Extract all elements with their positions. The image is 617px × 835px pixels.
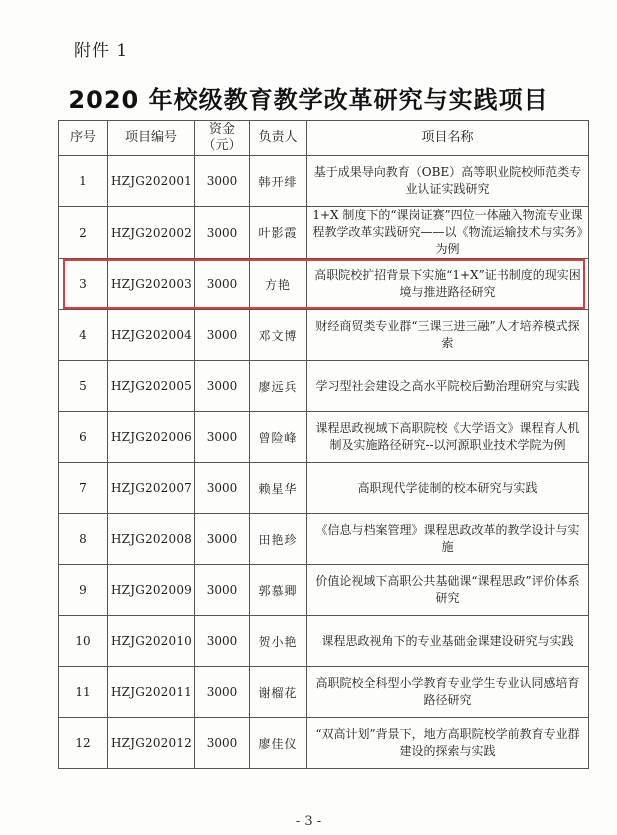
cell-code: HZJG202002 [108, 207, 195, 259]
cell-fund: 3000 [195, 463, 250, 514]
cell-no: 5 [59, 361, 108, 412]
table-row [59, 667, 589, 718]
table-row [59, 616, 589, 667]
table-row [59, 412, 589, 463]
cell-fund: 3000 [195, 667, 250, 718]
cell-fund: 3000 [195, 207, 250, 259]
table-body [59, 156, 589, 769]
cell-code: HZJG202005 [108, 361, 195, 412]
cell-no: 1 [59, 156, 108, 207]
cell-fund: 3000 [195, 361, 250, 412]
cell-no: 10 [59, 616, 108, 667]
cell-name: 高职现代学徒制的校本研究与实践 [307, 463, 589, 514]
cell-leader: 谢榴花 [250, 667, 307, 718]
table-row [59, 259, 589, 310]
cell-name: 高职院校全科型小学教育专业学生专业认同感培育路径研究 [307, 667, 589, 718]
table-row [59, 514, 589, 565]
col-header-no: 序号 [59, 121, 108, 156]
cell-name: “双高计划”背景下，地方高职院校学前教育专业群建设的探索与实践 [307, 718, 589, 769]
cell-no: 3 [59, 259, 108, 310]
cell-code: HZJG202011 [108, 667, 195, 718]
cell-leader: 邓文博 [250, 310, 307, 361]
cell-leader: 曾险峰 [250, 412, 307, 463]
cell-code: HZJG202009 [108, 565, 195, 616]
col-header-fund-unit: （元） [202, 138, 242, 153]
cell-leader: 方艳 [250, 259, 307, 310]
cell-code: HZJG202001 [108, 156, 195, 207]
table-row [59, 156, 589, 207]
cell-leader: 贺小艳 [250, 616, 307, 667]
cell-name: 课程思政视域下高职院校《大学语文》课程育人机制及实施路径研究--以河源职业技术学院为例 [307, 412, 589, 463]
attachment-label: 附件 1 [74, 41, 129, 61]
table-row [59, 361, 589, 412]
cell-no: 8 [59, 514, 108, 565]
table-row [59, 310, 589, 361]
projects-table [58, 120, 589, 769]
document-title: 2020 年校级教育教学改革研究与实践项目 [68, 86, 549, 114]
col-header-fund-label: 资金 [208, 122, 235, 137]
cell-leader: 郭慕卿 [250, 565, 307, 616]
cell-fund: 3000 [195, 718, 250, 769]
cell-leader: 韩开绯 [250, 156, 307, 207]
cell-no: 9 [59, 565, 108, 616]
cell-name: 基于成果导向教育（OBE）高等职业院校师范类专业认证实践研究 [307, 156, 589, 207]
cell-fund: 3000 [195, 565, 250, 616]
cell-no: 7 [59, 463, 108, 514]
cell-name: 1+X 制度下的“课岗证赛”四位一体融入物流专业课程教学改革实践研究——以《物流运输技术与实务》为例 [307, 207, 589, 259]
cell-code: HZJG202004 [108, 310, 195, 361]
cell-leader: 田艳珍 [250, 514, 307, 565]
cell-code: HZJG202008 [108, 514, 195, 565]
cell-code: HZJG202006 [108, 412, 195, 463]
cell-no: 4 [59, 310, 108, 361]
cell-code: HZJG202007 [108, 463, 195, 514]
cell-fund: 3000 [195, 259, 250, 310]
cell-fund: 3000 [195, 156, 250, 207]
col-header-fund [195, 121, 250, 156]
cell-fund: 3000 [195, 310, 250, 361]
cell-name: 学习型社会建设之高水平院校后勤治理研究与实践 [307, 361, 589, 412]
cell-name: 财经商贸类专业群“三课三进三融”人才培养模式探索 [307, 310, 589, 361]
cell-code: HZJG202010 [108, 616, 195, 667]
cell-name: 高职院校扩招背景下实施“1+X”证书制度的现实困境与推进路径研究 [307, 259, 589, 310]
cell-leader: 廖远兵 [250, 361, 307, 412]
table-row [59, 718, 589, 769]
table-row [59, 565, 589, 616]
table-header-row [59, 121, 589, 156]
cell-fund: 3000 [195, 412, 250, 463]
table-row [59, 207, 589, 259]
cell-no: 12 [59, 718, 108, 769]
col-header-leader: 负责人 [250, 121, 307, 156]
cell-code: HZJG202003 [108, 259, 195, 310]
cell-leader: 叶影霞 [250, 207, 307, 259]
col-header-code: 项目编号 [108, 121, 195, 156]
cell-name: 《信息与档案管理》课程思政改革的教学设计与实施 [307, 514, 589, 565]
cell-name: 课程思政视角下的专业基础金课建设研究与实践 [307, 616, 589, 667]
cell-no: 2 [59, 207, 108, 259]
cell-fund: 3000 [195, 514, 250, 565]
cell-fund: 3000 [195, 616, 250, 667]
cell-code: HZJG202012 [108, 718, 195, 769]
cell-leader: 赖星华 [250, 463, 307, 514]
cell-no: 11 [59, 667, 108, 718]
cell-no: 6 [59, 412, 108, 463]
cell-name: 价值论视域下高职公共基础课“课程思政”评价体系研究 [307, 565, 589, 616]
col-header-name: 项目名称 [307, 121, 589, 156]
table-row [59, 463, 589, 514]
page-number: - 3 - [295, 814, 322, 829]
cell-leader: 廖佳仪 [250, 718, 307, 769]
